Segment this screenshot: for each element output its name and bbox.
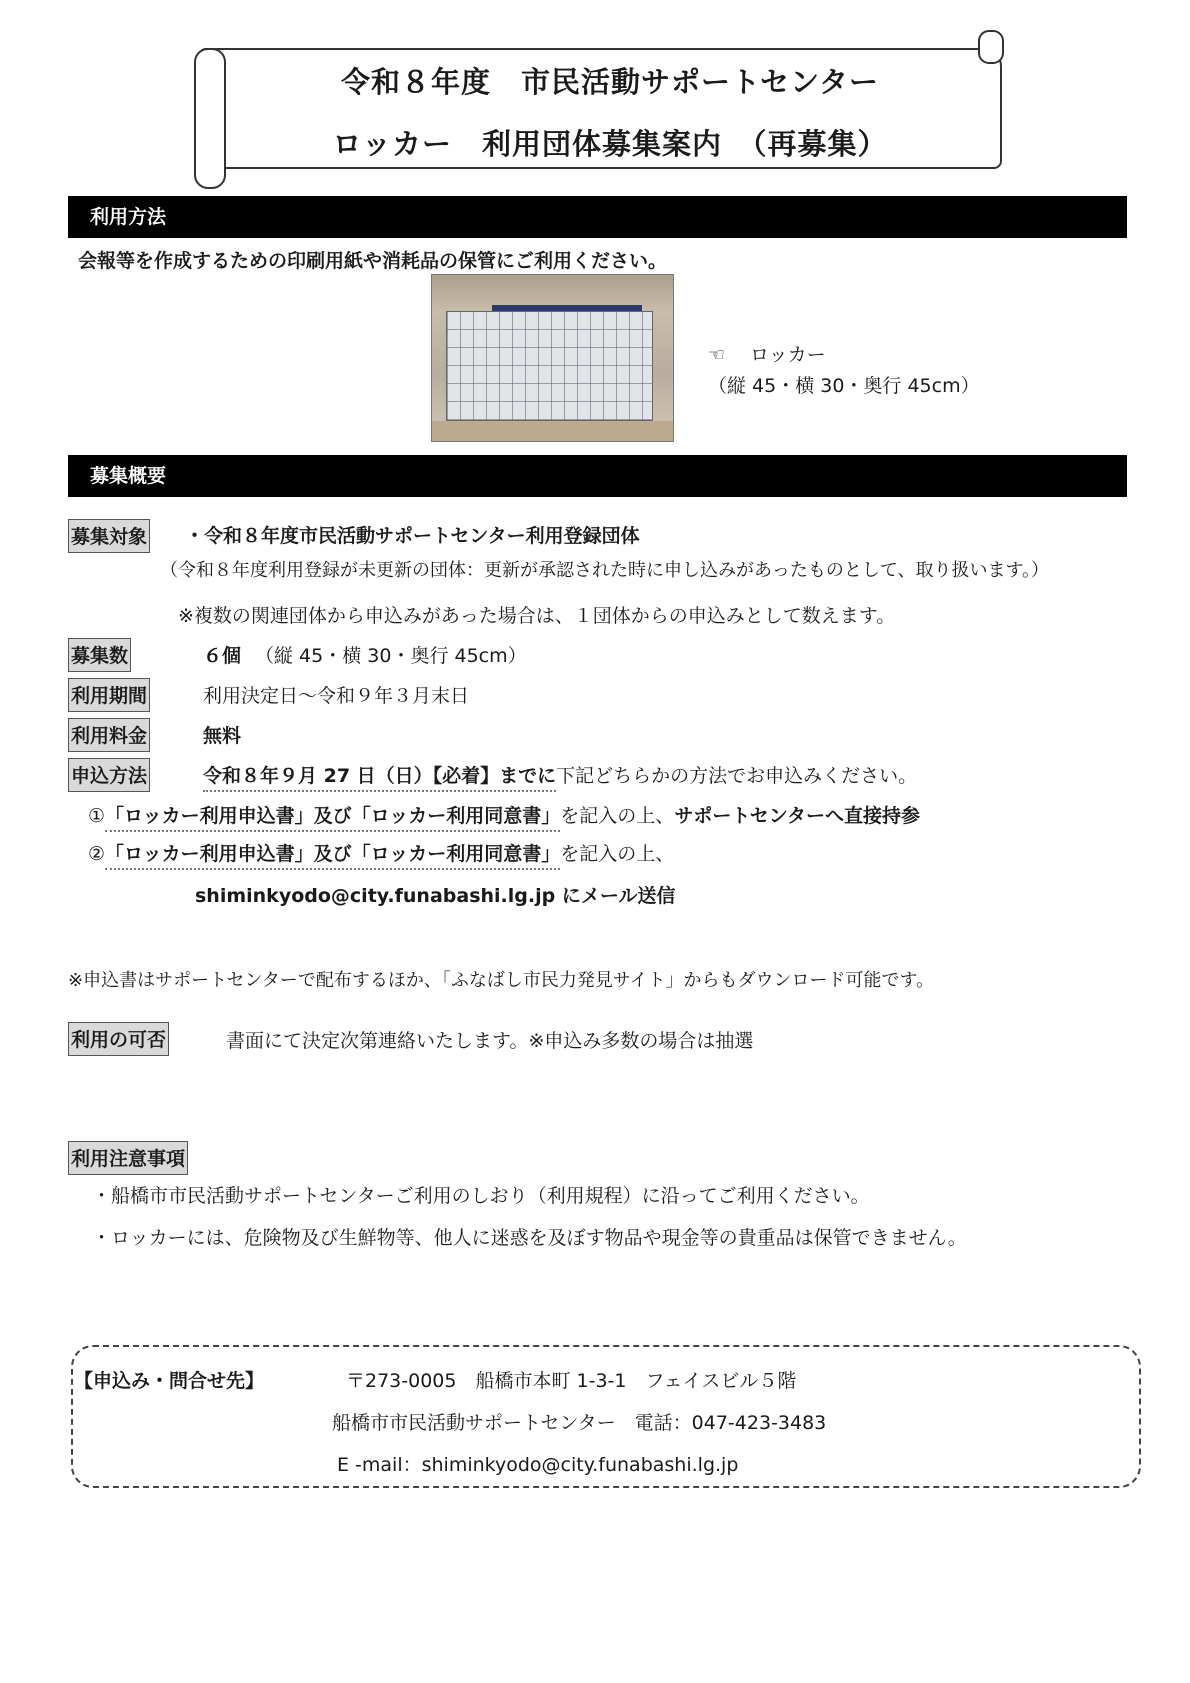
target-note: （令和８年度利用登録が未更新の団体：更新が承認された時に申し込みがあったものとして、取り扱います。） [160, 560, 1050, 581]
option1-docs: 「ロッカー利用申込書」及び「ロッカー利用同意書」 [105, 805, 560, 832]
section-heading-usage: 利用方法 [68, 196, 1127, 238]
locker-photo [431, 274, 674, 442]
count-size: （縦 45・横 30・奥行 45cm） [255, 645, 527, 667]
option1-action: サポートセンターへ直接持参 [674, 805, 920, 827]
result-value: 書面にて決定次第連絡いたします。※申込み多数の場合は抽選 [226, 1030, 754, 1052]
label-target: 募集対象 [68, 519, 150, 553]
usage-description: 会報等を作成するための印刷用紙や消耗品の保管にご利用ください。 [78, 250, 668, 272]
floor [432, 421, 673, 441]
label-fee: 利用料金 [68, 718, 150, 752]
option2-docs: 「ロッカー利用申込書」及び「ロッカー利用同意書」 [105, 843, 560, 870]
section-heading-recruit: 募集概要 [68, 455, 1127, 497]
option2-number: ② [88, 843, 106, 865]
option2-mid: を記入の上、 [560, 843, 675, 865]
contact-email: E -mail：shiminkyodo@city.funabashi.lg.jp [337, 1454, 739, 1476]
notes-item-1: ・船橋市市民活動サポートセンターご利用のしおり（利用規程）に沿ってご利用ください。 [92, 1185, 870, 1207]
option1-mid: を記入の上、 [560, 805, 675, 827]
contact-org-phone: 船橋市市民活動サポートセンター 電話：047-423-3483 [332, 1412, 827, 1434]
scroll-left-roll [194, 48, 226, 189]
label-method: 申込方法 [68, 758, 150, 792]
label-notes: 利用注意事項 [68, 1141, 188, 1175]
label-result: 利用の可否 [68, 1022, 169, 1056]
contact-label: 【申込み・問合せ先】 [74, 1370, 265, 1392]
photo-caption: ロッカー [750, 344, 826, 366]
period-value: 利用決定日～令和９年３月末日 [203, 685, 470, 707]
scroll-right-roll [978, 30, 1004, 64]
fee-value: 無料 [203, 725, 242, 747]
method-deadline: 令和８年９月 27 日（日）【必着】までに [203, 765, 556, 792]
pointing-hand-icon: ☜ [708, 344, 726, 366]
target-value: ・令和８年度市民活動サポートセンター利用登録団体 [185, 525, 640, 547]
notes-item-2: ・ロッカーには、危険物及び生鮮物等、他人に迷惑を及ぼす物品や現金等の貴重品は保管できません。 [92, 1227, 967, 1249]
contact-address: 〒273-0005 船橋市本町 1-3-1 フェイスビル５階 [346, 1370, 797, 1392]
label-period: 利用期間 [68, 678, 150, 712]
label-count: 募集数 [68, 638, 131, 672]
method-text: 下記どちらかの方法でお申込みください。 [556, 765, 918, 787]
option2-email: shiminkyodo@city.funabashi.lg.jp にメール送信 [195, 885, 676, 907]
count-value: ６個 [203, 645, 242, 667]
target-note2: ※複数の関連団体から申込みがあった場合は、１団体からの申込みとして数えます。 [178, 605, 896, 627]
download-note: ※申込書はサポートセンターで配布するほか、「ふなばし市民力発見サイト」からもダウンロード可能です。 [68, 970, 935, 991]
page-title-line1: 令和８年度 市民活動サポートセンター [341, 65, 879, 99]
photo-size: （縦 45・横 30・奥行 45cm） [708, 375, 980, 397]
page-title-line2: ロッカー 利用団体募集案内 （再募集） [332, 127, 888, 161]
locker-units [446, 311, 653, 421]
option1-number: ① [88, 805, 106, 827]
